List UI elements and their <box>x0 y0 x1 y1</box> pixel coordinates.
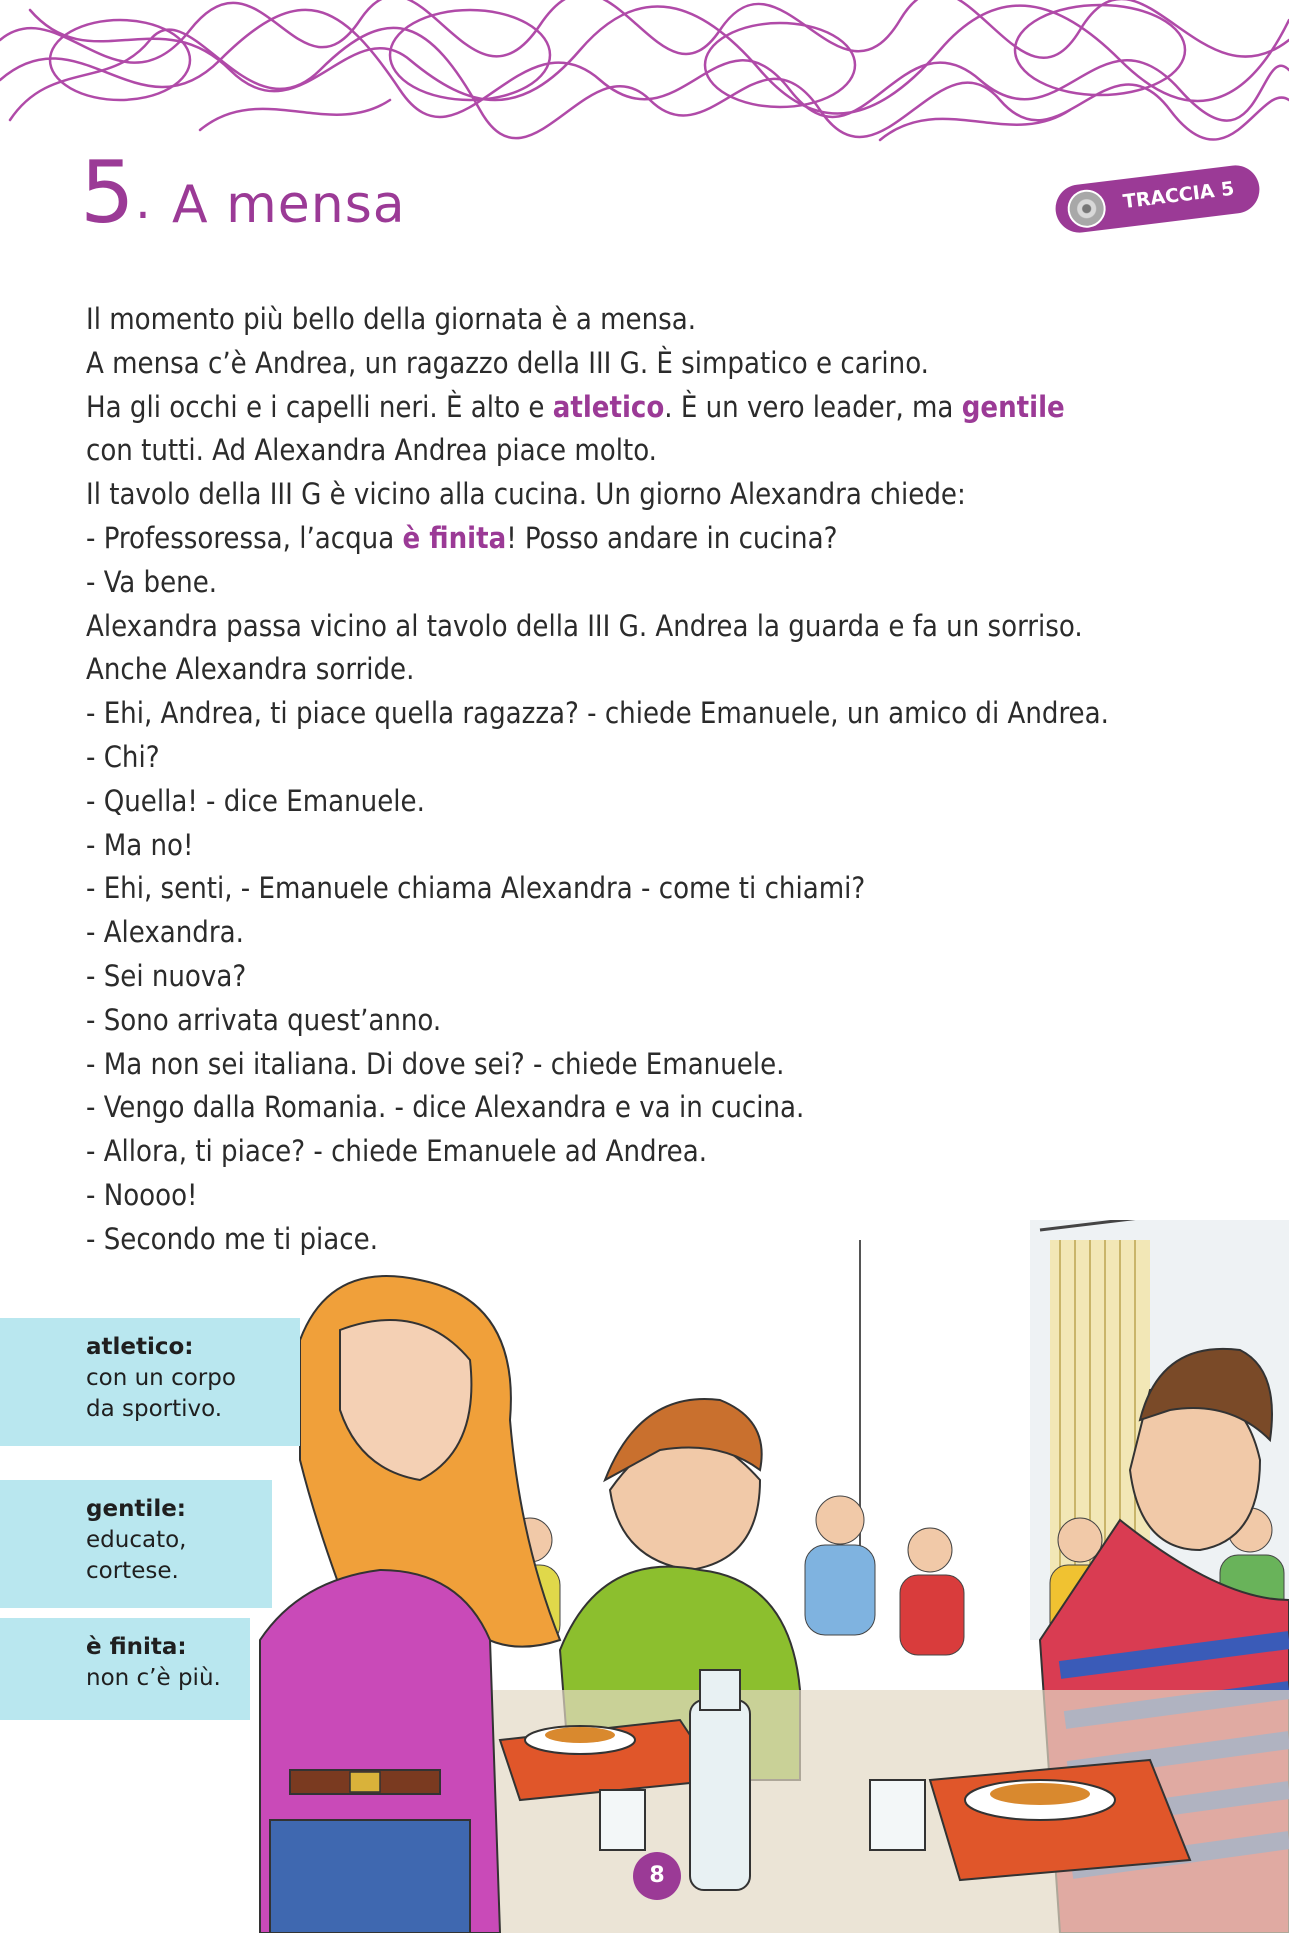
story-line: - Sono arrivata quest’anno. <box>86 1002 442 1037</box>
story-line: - Va bene. <box>86 564 218 599</box>
story-line: con tutti. Ad Alexandra Andrea piace molto. <box>86 433 657 468</box>
scribble-header-decoration <box>0 0 1289 150</box>
glossary-definition: con un corpo <box>86 1365 236 1391</box>
glossary-term: atletico: <box>86 1334 194 1360</box>
highlight-e-finita: è finita <box>402 520 507 555</box>
glossary-definition: non c’è più. <box>86 1665 221 1691</box>
story-line: - Ma no! <box>86 827 194 862</box>
glossary-definition: da sportivo. <box>86 1396 223 1422</box>
story-line: A mensa c’è Andrea, un ragazzo della III G. È simpatico e carino. <box>86 345 929 380</box>
story-line: - Quella! - dice Emanuele. <box>86 783 425 818</box>
chapter-number: 5 <box>80 143 135 243</box>
glossary-box-gentile <box>0 1480 272 1608</box>
story-line: - Secondo me ti piace. <box>86 1221 378 1256</box>
story-line: Il tavolo della III G è vicino alla cucina. Un giorno Alexandra chiede: <box>86 477 966 512</box>
story-line: - Vengo dalla Romania. - dice Alexandra e va in cucina. <box>86 1090 805 1125</box>
story-line: - Chi? <box>86 739 160 774</box>
story-line: - Professoressa, l’acqua è finita! Posso andare in cucina? <box>86 520 838 555</box>
track-label: TRACCIA 5 <box>1121 177 1236 214</box>
chapter-number-dot: . <box>135 172 151 230</box>
story-line: Anche Alexandra sorride. <box>86 652 415 687</box>
story-line: Alexandra passa vicino al tavolo della III G. Andrea la guarda e fa un sorriso. <box>86 608 1083 643</box>
glossary-term: è finita: <box>86 1634 187 1660</box>
glossary-box-atletico <box>0 1318 300 1446</box>
story-line: - Noooo! <box>86 1177 198 1212</box>
glossary-definition: educato, <box>86 1527 187 1553</box>
story-line: Il momento più bello della giornata è a mensa. <box>86 302 696 336</box>
story-line: - Ehi, senti, - Emanuele chiama Alexandra - come ti chiami? <box>86 871 866 906</box>
story-text <box>86 298 1206 1262</box>
story-line: - Ma non sei italiana. Di dove sei? - chiede Emanuele. <box>86 1046 785 1081</box>
story-line: - Allora, ti piace? - chiede Emanuele ad Andrea. <box>86 1134 707 1169</box>
highlight-gentile: gentile <box>961 389 1065 424</box>
glossary-box-e-finita <box>0 1618 250 1720</box>
story-line: - Ehi, Andrea, ti piace quella ragazza? - chiede Emanuele, un amico di Andrea. <box>86 696 1109 731</box>
highlight-atletico: atletico <box>552 389 665 424</box>
audio-track-badge[interactable] <box>1053 163 1262 236</box>
story-line: - Alexandra. <box>86 915 244 950</box>
chapter-title: A mensa <box>172 175 406 235</box>
glossary-definition: cortese. <box>86 1558 179 1584</box>
story-line: - Sei nuova? <box>86 958 247 993</box>
page-number: 8 <box>633 1852 681 1900</box>
cd-icon <box>1065 188 1107 230</box>
glossary-term: gentile: <box>86 1496 186 1522</box>
story-line: Ha gli occhi e i capelli neri. È alto e atletico. È un vero leader, ma gentile <box>86 389 1065 424</box>
